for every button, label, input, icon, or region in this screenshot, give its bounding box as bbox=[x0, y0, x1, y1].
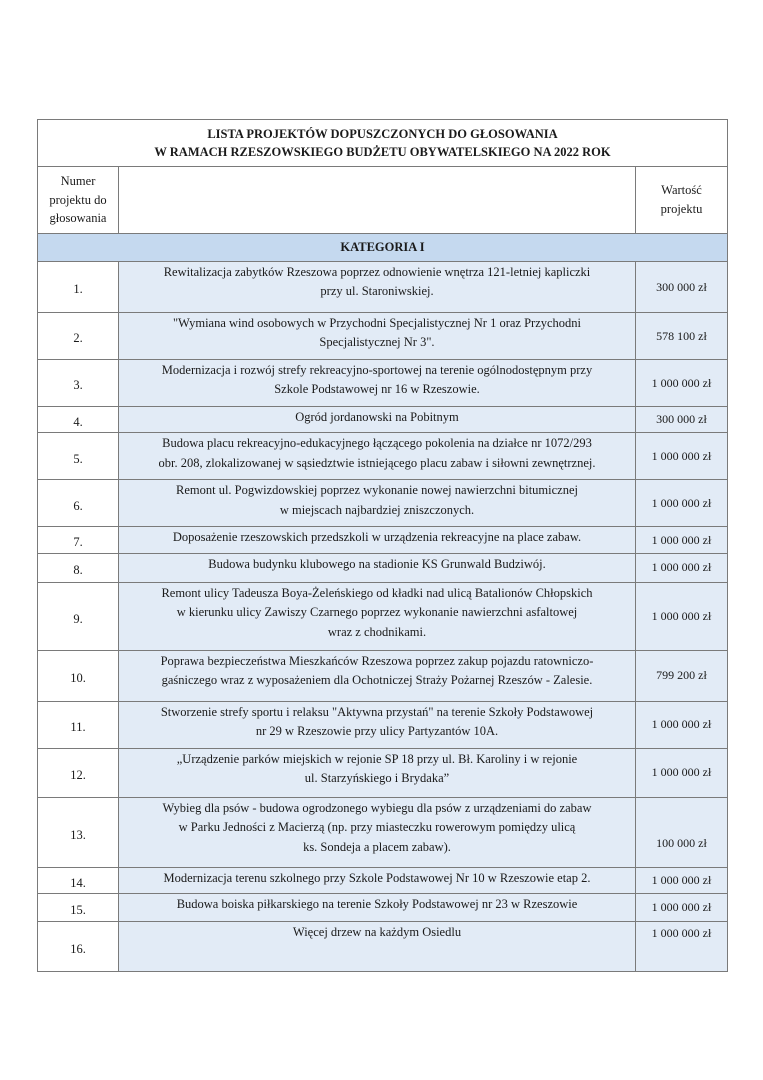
project-number: 16. bbox=[38, 922, 119, 972]
project-name: Remont ul. Pogwizdowskiej poprzez wykonanie nowej nawierzchni bitumicznej w miejscach najbardziej zniszczonych. bbox=[119, 480, 636, 527]
table-row bbox=[38, 797, 728, 867]
project-number: 13. bbox=[38, 797, 119, 867]
project-value: 300 000 zł bbox=[636, 262, 728, 313]
project-value: 1 000 000 zł bbox=[636, 922, 728, 972]
table-row bbox=[38, 867, 728, 893]
project-value: 1 000 000 zł bbox=[636, 527, 728, 553]
project-name: Remont ulicy Tadeusza Boya-Żeleńskiego od kładki nad ulicą Batalionów Chłopskich w kierunku ulicy Zawiszy Czarnego poprzez wykonanie nawierzchni asfaltowej wraz z chodnikami. bbox=[119, 582, 636, 650]
table-row bbox=[38, 650, 728, 701]
project-name: „Urządzenie parków miejskich w rejonie SP 18 przy ul. Bł. Karoliny i w rejonie ul. Starzyńskiego i Brydaka” bbox=[119, 748, 636, 797]
project-number: 14. bbox=[38, 867, 119, 893]
project-name: Poprawa bezpieczeństwa Mieszkańców Rzeszowa poprzez zakup pojazdu ratowniczo- gaśniczego wraz z wyposażeniem dla Ochotniczej Straży Pożarnej Rzeszów - Zalesie. bbox=[119, 650, 636, 701]
project-value: 100 000 zł bbox=[636, 797, 728, 867]
project-name: Budowa placu rekreacyjno-edukacyjnego łączącego pokolenia na działce nr 1072/293 obr. 208, zlokalizowanej w sąsiedztwie istniejącego placu zabaw i siłowni zewnętrznej. bbox=[119, 433, 636, 480]
project-number: 6. bbox=[38, 480, 119, 527]
project-name: Rewitalizacja zabytków Rzeszowa poprzez odnowienie wnętrza 121-letniej kapliczki przy ul. Staroniwskiej. bbox=[119, 262, 636, 313]
project-name: Modernizacja terenu szkolnego przy Szkole Podstawowej Nr 10 w Rzeszowie etap 2. bbox=[119, 867, 636, 893]
project-number: 2. bbox=[38, 313, 119, 360]
project-value: 578 100 zł bbox=[636, 313, 728, 360]
table-row bbox=[38, 922, 728, 972]
document-title-line1: LISTA PROJEKTÓW DOPUSZCZONYCH DO GŁOSOWANIA bbox=[207, 126, 558, 141]
project-value: 1 000 000 zł bbox=[636, 480, 728, 527]
table-row bbox=[38, 262, 728, 313]
project-value: 1 000 000 zł bbox=[636, 748, 728, 797]
project-number: 7. bbox=[38, 527, 119, 553]
project-number: 10. bbox=[38, 650, 119, 701]
table-row bbox=[38, 701, 728, 748]
category-label: KATEGORIA I bbox=[38, 234, 728, 262]
project-name: Wybieg dla psów - budowa ogrodzonego wybiegu dla psów z urządzeniami do zabaw w Parku Jedności z Macierzą (np. przy miasteczku rowerowym pomiędzy ulicą ks. Sondeja a placem zabaw). bbox=[119, 797, 636, 867]
table-row bbox=[38, 313, 728, 360]
project-number: 8. bbox=[38, 553, 119, 582]
col-number-header: Numer projektu do głosowania bbox=[38, 167, 119, 234]
col-name-header bbox=[119, 167, 636, 234]
project-name: Modernizacja i rozwój strefy rekreacyjno-sportowej na terenie ogólnodostępnym przy Szkole Podstawowej nr 16 w Rzeszowie. bbox=[119, 360, 636, 407]
table-row bbox=[38, 748, 728, 797]
project-name: Więcej drzew na każdym Osiedlu bbox=[119, 922, 636, 972]
table-row bbox=[38, 553, 728, 582]
projects-table bbox=[37, 119, 728, 972]
col-value-header: Wartość projektu bbox=[636, 167, 728, 234]
table-row bbox=[38, 894, 728, 922]
project-number: 9. bbox=[38, 582, 119, 650]
table-row bbox=[38, 480, 728, 527]
table-row bbox=[38, 433, 728, 480]
project-value: 1 000 000 zł bbox=[636, 553, 728, 582]
project-number: 4. bbox=[38, 407, 119, 433]
project-number: 3. bbox=[38, 360, 119, 407]
project-value: 1 000 000 zł bbox=[636, 582, 728, 650]
table-row bbox=[38, 527, 728, 553]
project-number: 1. bbox=[38, 262, 119, 313]
project-name: Doposażenie rzeszowskich przedszkoli w urządzenia rekreacyjne na place zabaw. bbox=[119, 527, 636, 553]
project-number: 5. bbox=[38, 433, 119, 480]
project-number: 11. bbox=[38, 701, 119, 748]
project-value: 300 000 zł bbox=[636, 407, 728, 433]
title-row bbox=[38, 120, 728, 167]
project-value: 1 000 000 zł bbox=[636, 867, 728, 893]
project-name: Budowa budynku klubowego na stadionie KS Grunwald Budziwój. bbox=[119, 553, 636, 582]
category-row bbox=[38, 234, 728, 262]
project-value: 1 000 000 zł bbox=[636, 894, 728, 922]
document-title-line2: W RAMACH RZESZOWSKIEGO BUDŻETU OBYWATELSKIEGO NA 2022 ROK bbox=[154, 145, 611, 159]
project-name: Stworzenie strefy sportu i relaksu "Aktywna przystań" na terenie Szkoły Podstawowej nr 29 w Rzeszowie przy ulicy Partyzantów 10A. bbox=[119, 701, 636, 748]
table-row bbox=[38, 582, 728, 650]
project-value: 1 000 000 zł bbox=[636, 360, 728, 407]
header-row bbox=[38, 167, 728, 234]
project-number: 12. bbox=[38, 748, 119, 797]
project-value: 799 200 zł bbox=[636, 650, 728, 701]
project-value: 1 000 000 zł bbox=[636, 701, 728, 748]
project-name: Budowa boiska piłkarskiego na terenie Szkoły Podstawowej nr 23 w Rzeszowie bbox=[119, 894, 636, 922]
project-number: 15. bbox=[38, 894, 119, 922]
table-row bbox=[38, 407, 728, 433]
document-title bbox=[38, 120, 728, 167]
project-name: Ogród jordanowski na Pobitnym bbox=[119, 407, 636, 433]
table-row bbox=[38, 360, 728, 407]
project-name: "Wymiana wind osobowych w Przychodni Specjalistycznej Nr 1 oraz Przychodni Specjalistycznej Nr 3". bbox=[119, 313, 636, 360]
project-value: 1 000 000 zł bbox=[636, 433, 728, 480]
